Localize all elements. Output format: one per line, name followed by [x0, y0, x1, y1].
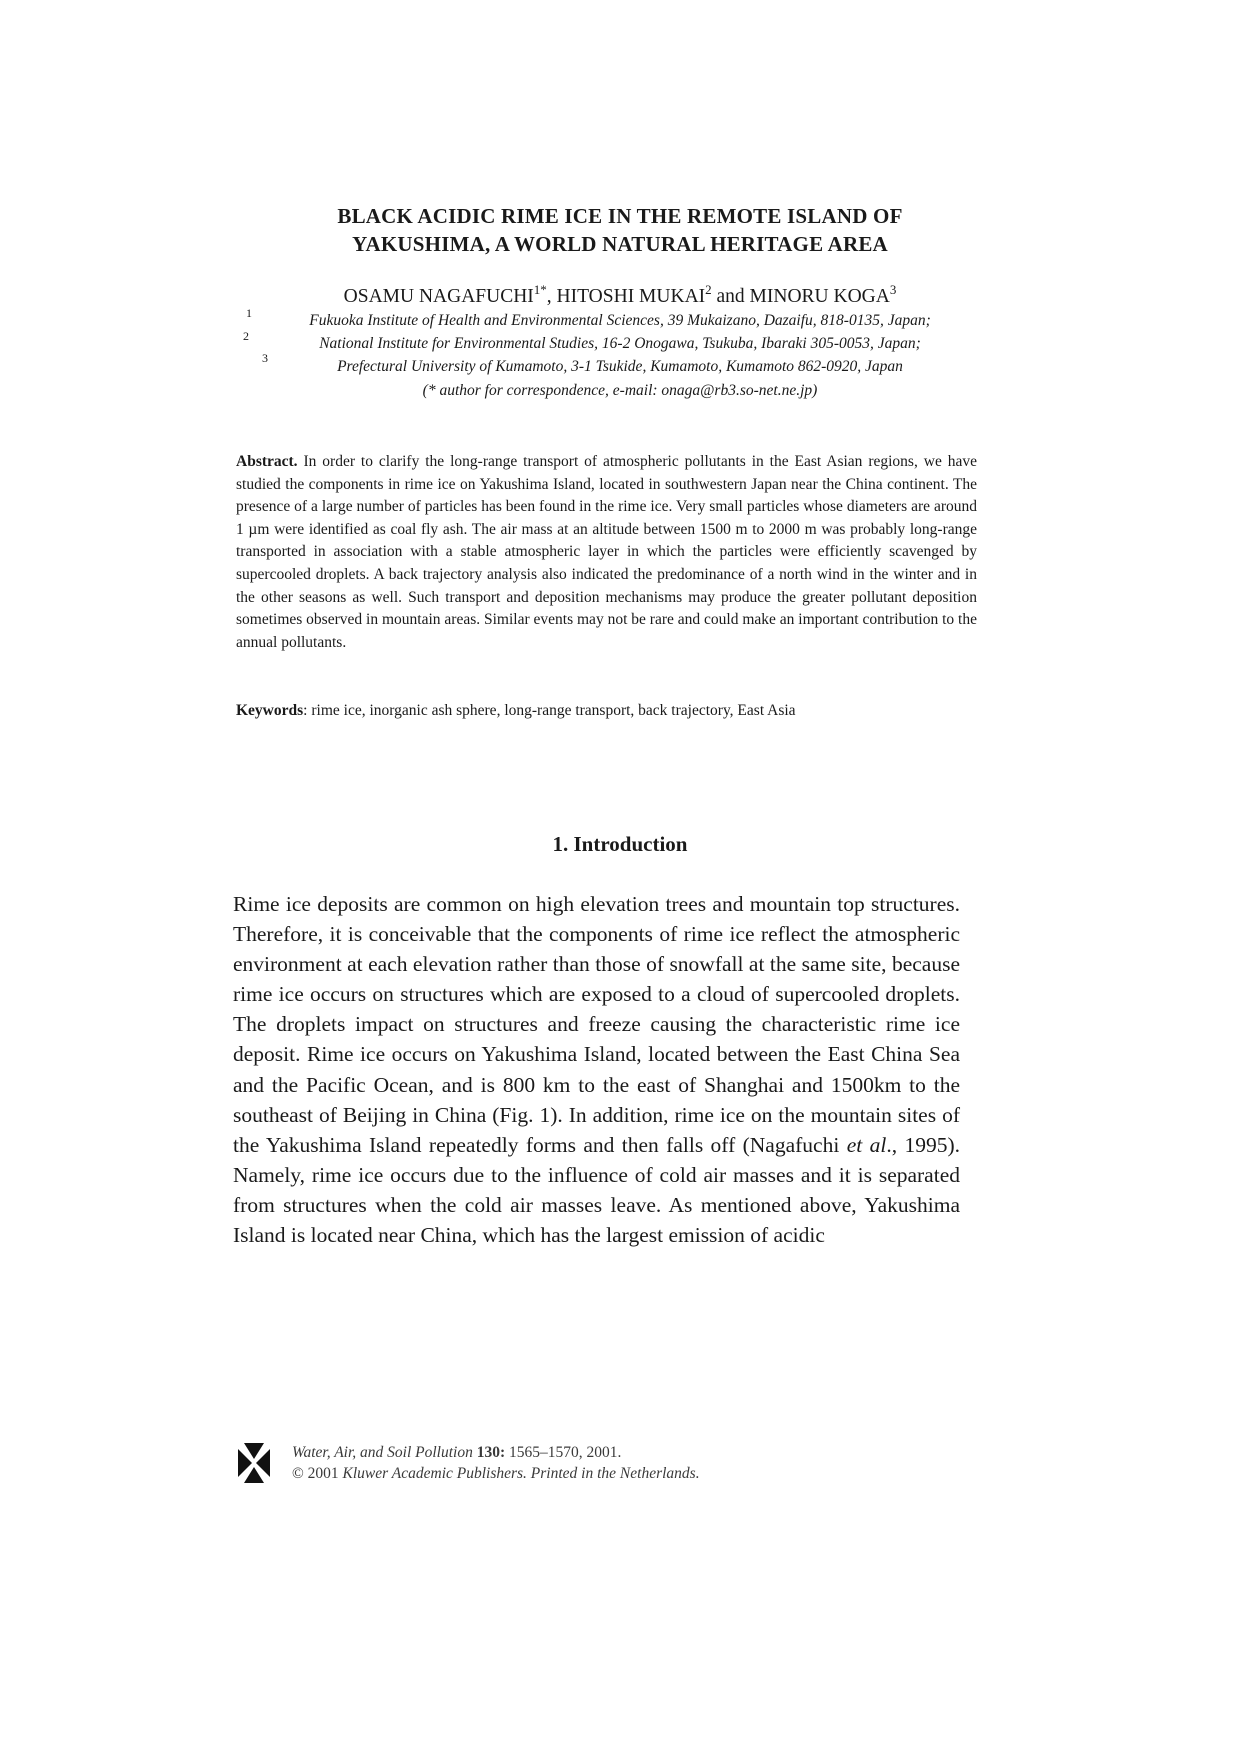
affiliation-text: Prefectural University of Kumamoto, 3-1 Tsukide, Kumamoto, Kumamoto 862-0920, Japan [337, 358, 903, 375]
body-text-part: Rime ice deposits are common on high elevation trees and mountain top structures. Therefore, it is conceivable that the components of rime ice reflect the atmospheric environment at each elevation rather than those of snowfall at the same site, because rime ice occurs on structures which are exposed to a cloud of supercooled droplets. The droplets impact on structures and freeze causing the characteristic rime ice deposit. Rime ice occurs on Yakushima Island, located between the East China Sea and the Pacific Ocean, and is 800 km to the east of Shanghai and 1500km to the southeast of Beijing in China (Fig. 1). In addition, rime ice on the mountain sites of the Yakushima Island repeatedly forms and then falls off (Nagafuchi [233, 892, 960, 1157]
author-superscript: 2 [705, 282, 712, 297]
author-superscript: 3 [889, 282, 897, 297]
copyright-year: © 2001 [292, 1465, 339, 1482]
journal-name: Water, Air, and Soil Pollution [292, 1444, 473, 1461]
journal-citation [292, 1442, 700, 1463]
title-line-2: YAKUSHIMA, A WORLD NATURAL HERITAGE AREA [352, 232, 888, 256]
abstract-text: In order to clarify the long-range transport of atmospheric pollutants in the East Asian regions, we have studied the components in rime ice on Yakushima Island, located in southwestern Japan near the China continent. The presence of a large number of particles has been found in the rime ice. Very small particles whose diameters are around 1 µm were identified as coal fly ash. The air mass at an altitude between 1500 m to 2000 m was probably long-range transported in association with a stable atmospheric layer in which the particles were efficiently scavenged by supercooled droplets. A back trajectory analysis also indicated the predominance of a north wind in the winter and in the other seasons as well. Such transport and deposition mechanisms may produce the greater pollutant deposition sometimes observed in mountain areas. Similar events may not be rare and could make an important contribution to the annual pollutants. [236, 453, 977, 651]
keywords-text: : rime ice, inorganic ash sphere, long-range transport, back trajectory, East Asia [303, 702, 796, 719]
author-name: MINORU KOGA [749, 286, 890, 307]
affiliation-2 [240, 329, 1000, 355]
affiliation-number: 3 [262, 351, 268, 365]
affiliation-number: 2 [243, 329, 249, 343]
author-name: OSAMU NAGAFUCHI [343, 286, 534, 307]
affiliation-text: National Institute for Environmental Studies, 16-2 Onogawa, Tsukuba, Ibaraki 305-0053, Japan; [319, 335, 921, 352]
publisher-name: Kluwer Academic Publishers. Printed in the Netherlands. [342, 1465, 700, 1482]
author-separator: and [711, 286, 750, 307]
introduction-body [233, 889, 960, 1250]
body-text-italic: et al [846, 1132, 887, 1157]
paper-title [220, 202, 1020, 258]
title-line-1: BLACK ACIDIC RIME ICE IN THE REMOTE ISLAND OF [337, 204, 903, 228]
publisher-logo-icon [236, 1441, 272, 1485]
keywords-label: Keywords [236, 702, 304, 719]
affiliation-1 [240, 306, 1000, 332]
correspondence-note: (* author for correspondence, e-mail: onaga@rb3.so-net.ne.jp) [422, 382, 818, 399]
journal-pages: 1565–1570, 2001. [505, 1444, 622, 1461]
body-text-part: ., 1995). Namely, rime ice occurs due to the influence of cold air masses and it is separated from structures when the cold air masses leave. As mentioned above, Yakushima Island is located near China, which has the largest emission of acidic [233, 1132, 960, 1248]
keywords [236, 700, 977, 722]
abstract [236, 451, 977, 654]
copyright-line [292, 1463, 700, 1484]
section-heading: 1. Introduction [552, 832, 688, 856]
affiliation-number: 1 [246, 306, 252, 320]
affiliation-3 [240, 351, 1000, 378]
journal-volume: 130: [476, 1444, 506, 1461]
citation-footer [292, 1442, 700, 1484]
abstract-label: Abstract. [236, 453, 298, 470]
affiliation-text: Fukuoka Institute of Health and Environmental Sciences, 39 Mukaizano, Dazaifu, 818-0135, Japan; [309, 312, 931, 329]
author-name: HITOSHI MUKAI [556, 286, 706, 307]
author-list [220, 284, 1020, 310]
author-separator: , [546, 286, 557, 307]
author-superscript: 1* [533, 282, 547, 297]
